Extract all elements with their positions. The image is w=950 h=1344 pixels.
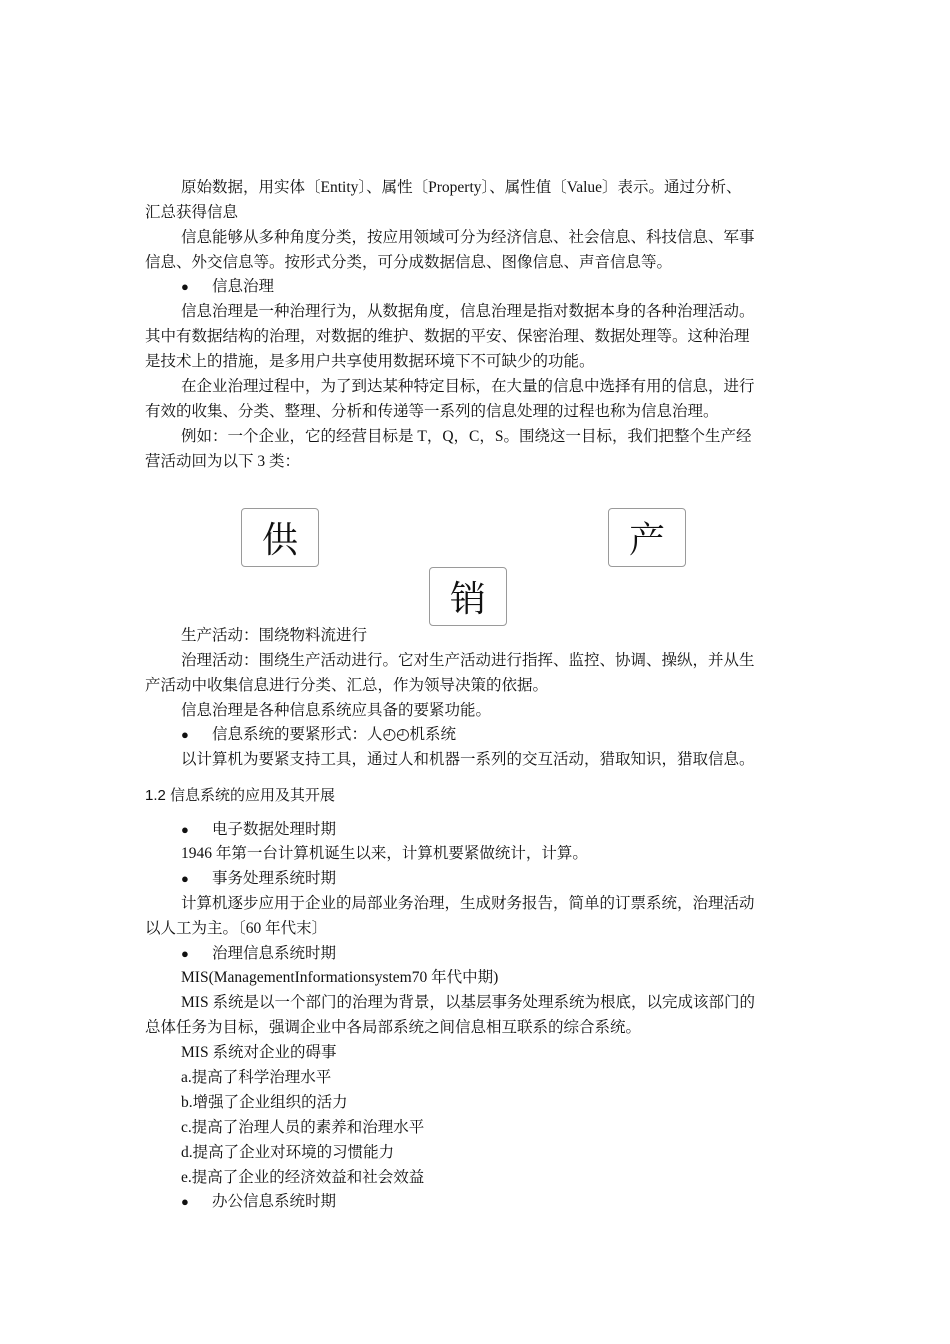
bullet-text: 治理信息系统时期 (212, 945, 337, 962)
bullet-icon (181, 722, 212, 747)
paragraph-line: 生产活动：围绕物料流进行 (181, 627, 368, 644)
paragraph-line: 产活动中收集信息进行分类、汇总，作为领导决策的依据。 (145, 677, 549, 694)
paragraph-line: 原始数据，用实体〔Entity〕、属性〔Property〕、属性值〔Value〕表示。通过分析、 (181, 179, 742, 196)
paragraph-line: 汇总获得信息 (145, 204, 239, 221)
list-item: e.提高了企业的经济效益和社会效益 (181, 1169, 425, 1186)
list-item: d.提高了企业对环境的习惯能力 (181, 1144, 395, 1161)
bullet-item (181, 274, 846, 299)
paragraph-line: 是技术上的措施，是多用户共享使用数据环境下不可缺少的功能。 (145, 353, 595, 370)
bullet-text: 信息治理 (212, 278, 275, 295)
paragraph-line: 1946 年第一台计算机诞生以来，计算机要紧做统计，计算。 (181, 845, 588, 862)
bullet-text: 电子数据处理时期 (212, 821, 337, 838)
paragraph-line: 例如：一个企业，它的经营目标是 T，Q，C，S。围绕这一目标，我们把整个生产经 (181, 428, 752, 445)
paragraph-line: 其中有数据结构的治理，对数据的维护、数据的平安、保密治理、数据处理等。这种治理 (145, 328, 750, 345)
paragraph-line: MIS 系统是以一个部门的治理为背景，以基层事务处理系统为根底，以完成该部门的 (181, 994, 755, 1011)
paragraph-line: 信息、外交信息等。按形式分类，可分成数据信息、图像信息、声音信息等。 (145, 254, 673, 271)
paragraph-line: 信息能够从多种角度分类，按应用领域可分为经济信息、社会信息、科技信息、军事 (181, 229, 755, 246)
list-item: b.增强了企业组织的活力 (181, 1094, 348, 1111)
bullet-text: 信息系统的要紧形式：人◴◴机系统 (212, 726, 457, 743)
bullet-item (181, 722, 846, 747)
bullet-icon (181, 1189, 212, 1214)
paragraph-line: 在企业治理过程中，为了到达某种特定目标，在大量的信息中选择有用的信息，进行 (181, 378, 755, 395)
bullet-icon (181, 817, 212, 842)
bullet-text: 事务处理系统时期 (212, 870, 337, 887)
paragraph-line: MIS(ManagementInformationsystem70 年代中期) (181, 969, 499, 986)
paragraph-line: 总体任务为目标，强调企业中各局部系统之间信息相互联系的综合系统。 (145, 1019, 642, 1036)
bullet-item (181, 941, 846, 966)
bullet-item (181, 1189, 846, 1214)
paragraph-line: 治理活动：围绕生产活动进行。它对生产活动进行指挥、监控、协调、操纵，并从生 (181, 652, 755, 669)
supply-box: 供 (241, 508, 319, 567)
sales-box: 销 (429, 567, 507, 626)
bullet-text: 办公信息系统时期 (212, 1193, 337, 1210)
bullet-icon (181, 866, 212, 891)
paragraph-line: 计算机逐步应用于企业的局部业务治理，生成财务报告，简单的订票系统，治理活动 (181, 895, 755, 912)
paragraph-line: MIS 系统对企业的碍事 (181, 1044, 337, 1061)
list-item: c.提高了治理人员的素养和治理水平 (181, 1119, 425, 1136)
paragraph-line: 信息治理是一种治理行为，从数据角度，信息治理是指对数据本身的各种治理活动。 (181, 303, 755, 320)
bullet-icon (181, 941, 212, 966)
paragraph-line: 信息治理是各种信息系统应具备的要紧功能。 (181, 702, 492, 719)
paragraph-line: 以计算机为要紧支持工具，通过人和机器一系列的交互活动，猎取知识，猎取信息。 (181, 751, 755, 768)
paragraph-line: 营活动回为以下 3 类： (145, 453, 301, 470)
paragraph-line: 有效的收集、分类、整理、分析和传递等一系列的信息处理的过程也称为信息治理。 (145, 403, 719, 420)
paragraph-line: 以人工为主。〔60 年代末〕 (145, 920, 328, 937)
bullet-icon (181, 274, 212, 299)
list-item: a.提高了科学治理水平 (181, 1069, 332, 1086)
section-heading: 1.2 信息系统的应用及其开展 (145, 787, 336, 804)
bullet-item (181, 817, 846, 842)
bullet-item (181, 866, 846, 891)
production-box: 产 (608, 508, 686, 567)
